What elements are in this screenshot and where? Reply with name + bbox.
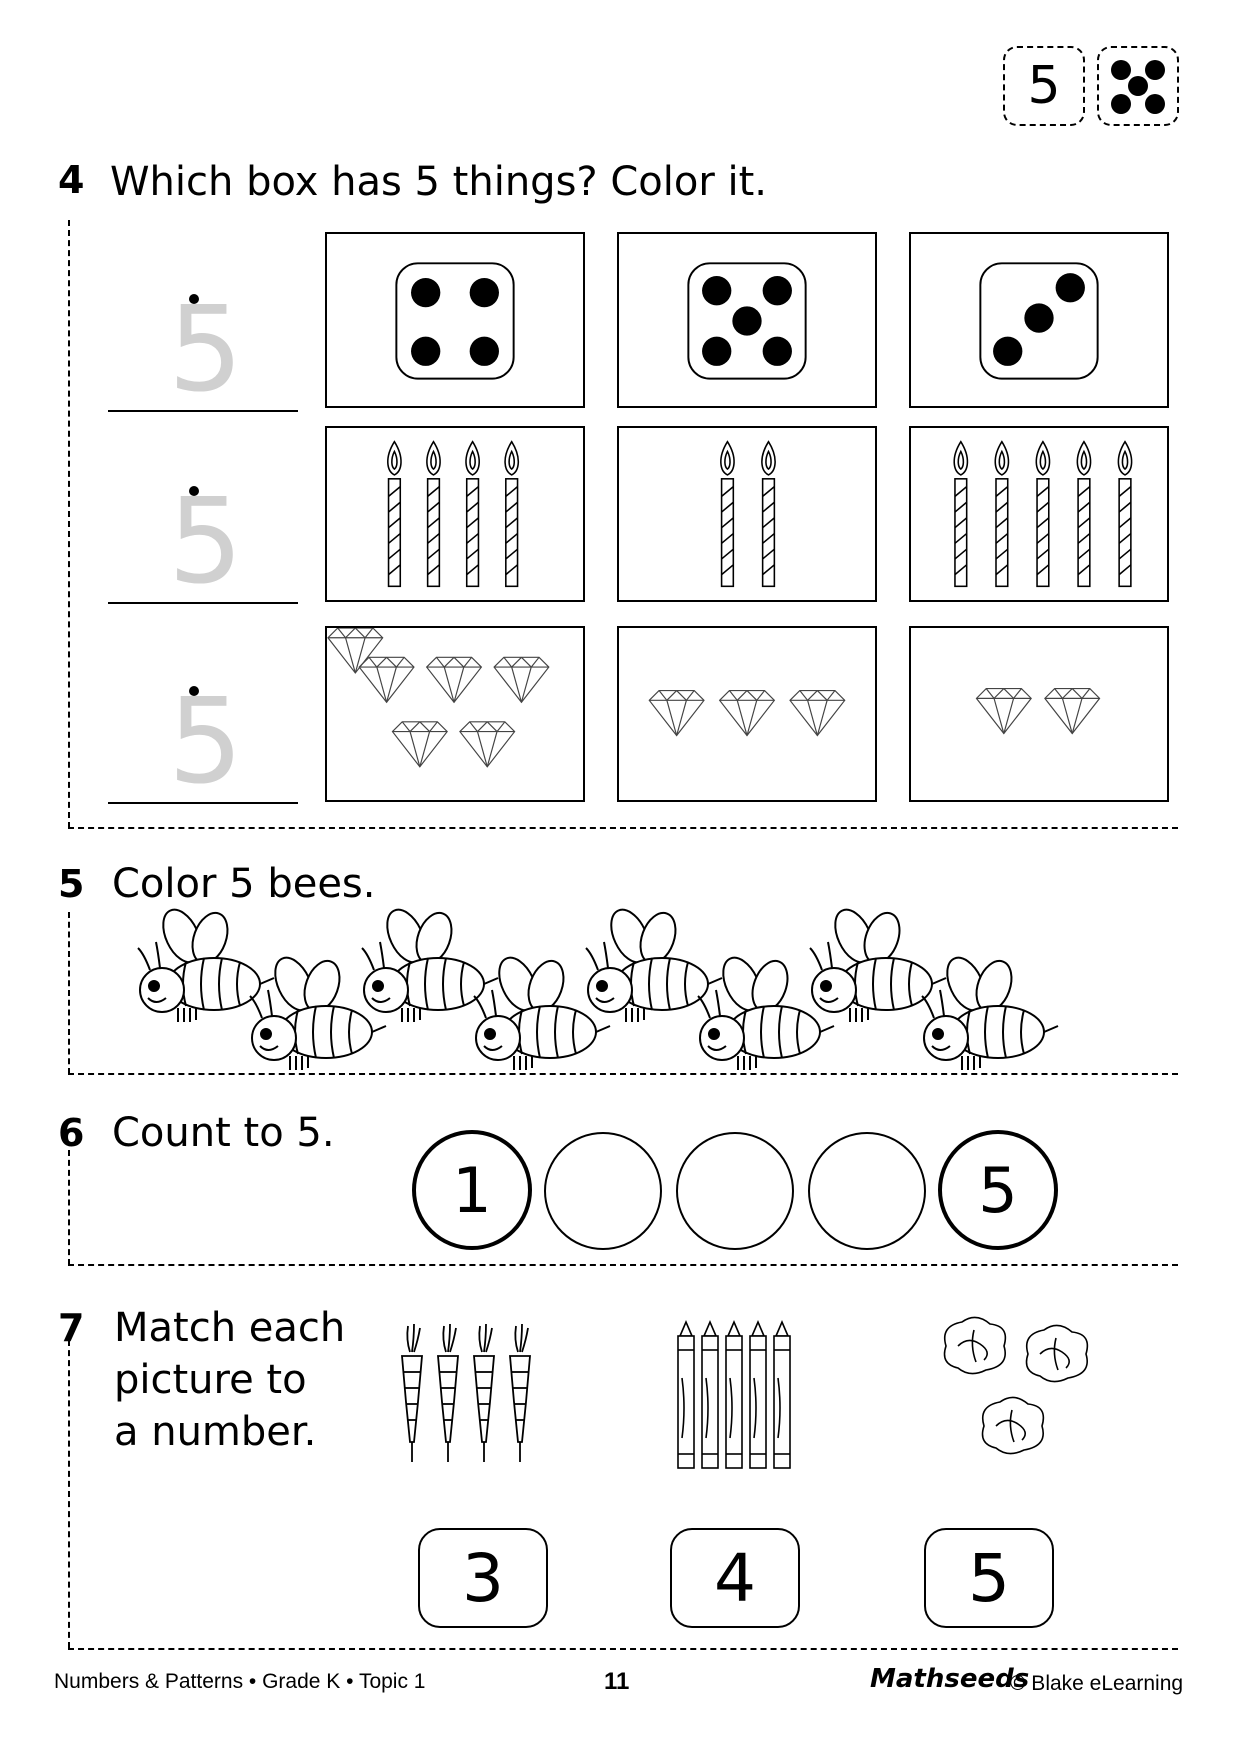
- bee-icon[interactable]: [810, 904, 946, 1022]
- question-title-5: Color 5 bees.: [112, 861, 376, 907]
- answer-box-diamonds-3[interactable]: [617, 626, 877, 802]
- section-4-border: [68, 220, 70, 828]
- dice-five-icon: [619, 234, 875, 406]
- count-circle-1: 1: [412, 1130, 532, 1250]
- trace-number: 5: [168, 672, 244, 810]
- badge-number: 5: [1027, 56, 1061, 116]
- question-title-line: a number.: [114, 1409, 317, 1455]
- number-badge: [1003, 46, 1085, 126]
- crayons-picture[interactable]: [670, 1318, 810, 1474]
- section-5-divider: [68, 1073, 1178, 1075]
- section-4-divider: [68, 827, 1178, 829]
- question-title-line: picture to: [114, 1357, 307, 1403]
- answer-box-dice-5[interactable]: [617, 232, 877, 408]
- number-box-5[interactable]: 5: [924, 1528, 1054, 1628]
- answer-box-candles-5[interactable]: [909, 426, 1169, 602]
- bee-icon[interactable]: [138, 904, 274, 1022]
- question-number-4: 4: [58, 158, 85, 202]
- bee-icon[interactable]: [922, 952, 1058, 1070]
- carrots-picture[interactable]: [390, 1318, 560, 1478]
- number-box-4[interactable]: 4: [670, 1528, 800, 1628]
- question-title-4: Which box has 5 things? Color it.: [110, 159, 768, 205]
- section-7-border: [68, 1340, 70, 1648]
- candles-icon: [327, 428, 583, 600]
- bee-icon[interactable]: [250, 952, 386, 1070]
- section-6-border: [68, 1150, 70, 1265]
- section-6-divider: [68, 1264, 1178, 1266]
- footer-topic: Numbers & Patterns • Grade K • Topic 1: [54, 1670, 426, 1693]
- question-number-5: 5: [58, 862, 85, 906]
- brand-logo: [870, 1664, 1029, 1694]
- count-circle-4[interactable]: [808, 1132, 926, 1250]
- question-number-7: 7: [58, 1306, 85, 1350]
- trace-row-1[interactable]: [108, 280, 298, 418]
- question-title-7: [114, 1302, 345, 1458]
- diamonds-icon: [327, 628, 583, 800]
- dice-five-icon: [1099, 48, 1177, 124]
- cabbages-picture[interactable]: [930, 1310, 1100, 1470]
- bee-icon[interactable]: [698, 952, 834, 1070]
- count-circle-2[interactable]: [544, 1132, 662, 1250]
- answer-box-candles-2[interactable]: [617, 426, 877, 602]
- trace-row-3[interactable]: [108, 672, 298, 810]
- diamonds-icon: [911, 628, 1167, 800]
- copyright: © Blake eLearning: [1010, 1672, 1184, 1695]
- bee-icon[interactable]: [474, 952, 610, 1070]
- section-5-border: [68, 912, 70, 1074]
- answer-box-candles-4[interactable]: [325, 426, 585, 602]
- question-title-6: Count to 5.: [112, 1110, 335, 1156]
- bee-icon[interactable]: [586, 904, 722, 1022]
- count-circle-3[interactable]: [676, 1132, 794, 1250]
- trace-number: 5: [168, 472, 244, 610]
- bee-icon[interactable]: [362, 904, 498, 1022]
- brand-name: Mathseeds: [870, 1664, 1030, 1694]
- question-title-line: Match each: [114, 1305, 346, 1351]
- trace-number: 5: [168, 280, 244, 418]
- write-line: [108, 602, 298, 604]
- trace-row-2[interactable]: [108, 472, 298, 610]
- diamonds-icon: [619, 628, 875, 800]
- number-box-3[interactable]: 3: [418, 1528, 548, 1628]
- bees-illustration: [130, 900, 1160, 1070]
- answer-box-dice-4[interactable]: [325, 232, 585, 408]
- question-number-6: 6: [58, 1111, 85, 1155]
- dice-badge: [1097, 46, 1179, 126]
- candles-icon: [911, 428, 1167, 600]
- write-line: [108, 410, 298, 412]
- page-number: 11: [604, 1668, 630, 1695]
- count-circle-5: 5: [938, 1130, 1058, 1250]
- candles-icon: [619, 428, 875, 600]
- dice-four-icon: [327, 234, 583, 406]
- dice-three-icon: [911, 234, 1167, 406]
- write-line: [108, 802, 298, 804]
- answer-box-diamonds-5[interactable]: [325, 626, 585, 802]
- section-7-divider: [68, 1648, 1178, 1650]
- answer-box-dice-3[interactable]: [909, 232, 1169, 408]
- answer-box-diamonds-2[interactable]: [909, 626, 1169, 802]
